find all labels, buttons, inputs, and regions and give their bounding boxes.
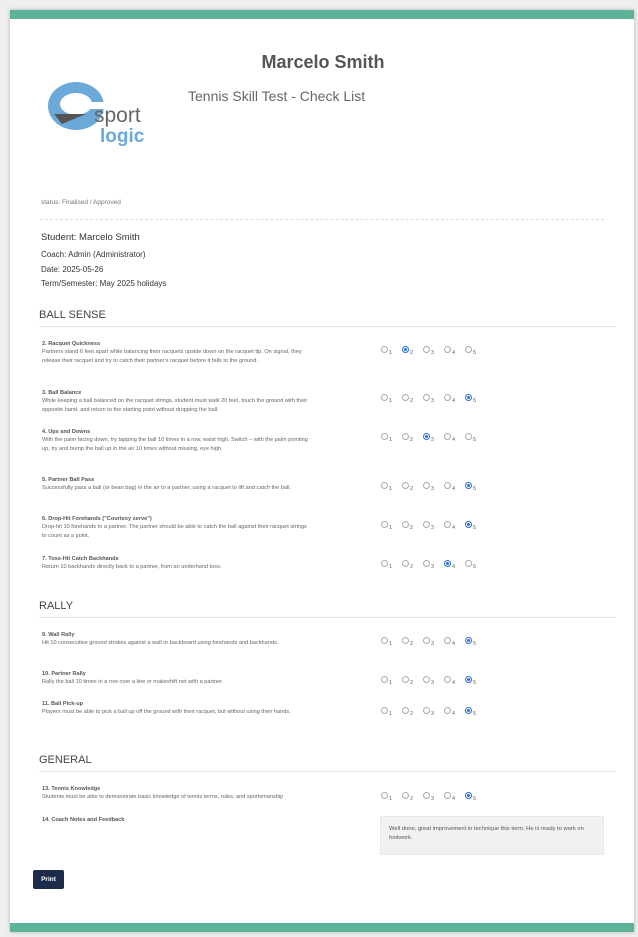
rating-option[interactable] (402, 792, 423, 802)
rating-option[interactable] (402, 433, 423, 443)
rating-label: 1 (389, 711, 393, 717)
notes-title: 14. Coach Notes and Feedback (42, 817, 125, 823)
notes-item (42, 816, 312, 824)
skill-title: 10. Partner Rally (42, 671, 86, 677)
rating-radio[interactable] (465, 521, 472, 528)
rating-option[interactable] (402, 346, 423, 356)
rating-option[interactable] (381, 394, 402, 404)
date-info: Date: 2025-05-26 (41, 265, 104, 274)
rating-label: 5 (473, 437, 477, 443)
rating-radio[interactable] (402, 433, 409, 440)
rating-radio[interactable] (381, 394, 388, 401)
rating-label: 5 (473, 350, 477, 356)
checklist-title: Tennis Skill Test - Check List (188, 88, 366, 104)
report-page (10, 10, 634, 932)
skill-description: Partners stand 6 feet apart while balancing their racquets upside down on the racquet tip. On signal, they release their racquet and try to catch their partner's racquet before it falls to the ground. (42, 349, 302, 364)
rating-label: 2 (410, 486, 414, 492)
esport-logic-logo (40, 74, 172, 154)
rating-radio[interactable] (423, 792, 430, 799)
rating-radio[interactable] (423, 707, 430, 714)
status-text: status: Finalised / Approved (41, 199, 121, 206)
rating-label: 2 (410, 680, 414, 686)
student-name-title: Marcelo Smith (261, 52, 385, 72)
rating-group (381, 430, 486, 443)
rating-option[interactable] (423, 346, 444, 356)
rating-radio[interactable] (381, 707, 388, 714)
rating-radio[interactable] (465, 346, 472, 353)
rating-option[interactable] (423, 792, 444, 802)
rating-radio[interactable] (444, 394, 451, 401)
rating-label: 3 (431, 641, 435, 647)
rating-group (381, 343, 486, 356)
skill-item (42, 340, 312, 366)
rating-radio[interactable] (402, 521, 409, 528)
rating-radio[interactable] (465, 482, 472, 489)
rating-radio[interactable] (423, 433, 430, 440)
rating-label: 1 (389, 796, 393, 802)
rating-option[interactable] (381, 521, 402, 531)
rating-radio[interactable] (465, 792, 472, 799)
rating-option[interactable] (381, 346, 402, 356)
skill-item (42, 476, 312, 493)
rating-option[interactable] (381, 637, 402, 647)
student-info: Student: Marcelo Smith (41, 232, 140, 243)
rating-option[interactable] (402, 637, 423, 647)
rating-option[interactable] (465, 433, 486, 443)
rating-option[interactable] (465, 394, 486, 404)
rating-radio[interactable] (402, 707, 409, 714)
rating-label: 3 (431, 796, 435, 802)
rating-label: 4 (452, 564, 456, 570)
section-title-rally: RALLY (39, 600, 616, 618)
rating-radio[interactable] (423, 394, 430, 401)
skill-title: 6. Drop-Hit Forehands ("Courtesy serve") (42, 516, 152, 522)
rating-radio[interactable] (444, 792, 451, 799)
rating-option[interactable] (444, 707, 465, 717)
rating-option[interactable] (381, 707, 402, 717)
rating-radio[interactable] (423, 521, 430, 528)
rating-option[interactable] (423, 637, 444, 647)
rating-label: 2 (410, 711, 414, 717)
rating-option[interactable] (423, 482, 444, 492)
rating-option[interactable] (465, 560, 486, 570)
rating-radio[interactable] (423, 482, 430, 489)
rating-radio[interactable] (444, 676, 451, 683)
top-accent-bar (10, 10, 634, 19)
skill-description: Return 10 backhands directly back to a partner, from an underhand toss. (42, 564, 222, 570)
rating-radio[interactable] (423, 637, 430, 644)
section-title-general: GENERAL (39, 754, 616, 772)
rating-label: 5 (473, 525, 477, 531)
rating-option[interactable] (444, 346, 465, 356)
rating-radio[interactable] (465, 433, 472, 440)
rating-label: 4 (452, 796, 456, 802)
rating-label: 3 (431, 350, 435, 356)
rating-option[interactable] (465, 637, 486, 647)
rating-label: 5 (473, 486, 477, 492)
rating-option[interactable] (423, 521, 444, 531)
rating-label: 3 (431, 486, 435, 492)
rating-label: 1 (389, 564, 393, 570)
skill-item (42, 555, 312, 572)
rating-group (381, 789, 486, 802)
rating-label: 4 (452, 525, 456, 531)
rating-option[interactable] (444, 792, 465, 802)
rating-label: 2 (410, 796, 414, 802)
skill-description: Students must be able to demonstrate basic knowledge of tennis terms, rules, and sportsmanship (42, 794, 284, 800)
divider (40, 219, 604, 220)
rating-label: 2 (410, 437, 414, 443)
term-info: Term/Semester: May 2025 holidays (41, 279, 167, 288)
rating-radio[interactable] (465, 394, 472, 401)
print-button[interactable]: Print (33, 870, 64, 889)
rating-option[interactable] (402, 676, 423, 686)
rating-label: 4 (452, 641, 456, 647)
rating-option[interactable] (381, 676, 402, 686)
rating-label: 5 (473, 796, 477, 802)
rating-label: 2 (410, 564, 414, 570)
rating-radio[interactable] (465, 637, 472, 644)
rating-label: 3 (431, 437, 435, 443)
rating-radio[interactable] (381, 521, 388, 528)
skill-title: 3. Ball Balance (42, 390, 82, 396)
bottom-accent-bar (10, 923, 634, 932)
rating-option[interactable] (381, 792, 402, 802)
rating-label: 5 (473, 680, 477, 686)
rating-option[interactable] (423, 676, 444, 686)
rating-radio[interactable] (444, 482, 451, 489)
skill-title: 9. Wall Rally (42, 632, 75, 638)
skill-title: 5. Partner Ball Pass (42, 477, 95, 483)
rating-radio[interactable] (402, 482, 409, 489)
rating-radio[interactable] (381, 482, 388, 489)
rating-option[interactable] (465, 792, 486, 802)
skill-description: With the palm facing down, try tapping the ball 10 times in a row, waist high. Switch – with the palm pointing up, try and bump the ball up in the air 10 times without missing, eye high. (42, 437, 308, 452)
skill-title: 13. Tennis Knowledge (42, 786, 101, 792)
rating-label: 4 (452, 398, 456, 404)
rating-label: 1 (389, 486, 393, 492)
rating-radio[interactable] (402, 637, 409, 644)
rating-label: 1 (389, 350, 393, 356)
rating-label: 5 (473, 564, 477, 570)
skill-title: 2. Racquet Quickness (42, 341, 101, 347)
rating-radio[interactable] (381, 346, 388, 353)
rating-option[interactable] (444, 521, 465, 531)
rating-radio[interactable] (402, 560, 409, 567)
rating-label: 2 (410, 398, 414, 404)
rating-option[interactable] (381, 433, 402, 443)
rating-radio[interactable] (444, 433, 451, 440)
skill-item (42, 389, 312, 415)
rating-option[interactable] (444, 482, 465, 492)
logo-text-sport: sport (94, 104, 141, 127)
rating-option[interactable] (381, 482, 402, 492)
rating-label: 3 (431, 564, 435, 570)
rating-group (381, 673, 486, 686)
rating-option[interactable] (465, 521, 486, 531)
rating-option[interactable] (423, 394, 444, 404)
rating-label: 4 (452, 711, 456, 717)
rating-label: 1 (389, 641, 393, 647)
skill-description: Successfully pass a ball (or bean bag) in the air to a partner, using a racquet to lift and catch the ball. (42, 485, 292, 491)
rating-label: 2 (410, 525, 414, 531)
rating-option[interactable] (444, 637, 465, 647)
rating-radio[interactable] (402, 394, 409, 401)
rating-label: 5 (473, 641, 477, 647)
rating-option[interactable] (402, 560, 423, 570)
rating-radio[interactable] (444, 707, 451, 714)
rating-radio[interactable] (402, 676, 409, 683)
rating-label: 5 (473, 398, 477, 404)
rating-option[interactable] (465, 346, 486, 356)
coach-info: Coach: Admin (Administrator) (41, 250, 146, 259)
rating-group (381, 634, 486, 647)
rating-radio[interactable] (402, 346, 409, 353)
rating-radio[interactable] (444, 560, 451, 567)
rating-label: 5 (473, 711, 477, 717)
rating-label: 2 (410, 350, 414, 356)
rating-group (381, 391, 486, 404)
skill-description: While keeping a ball balanced on the racquet strings, student must walk 20 feet, touch the ground with their opposite hand, and return to the starting point without dropping the ball. (42, 398, 308, 413)
rating-label: 1 (389, 398, 393, 404)
skill-title: 11. Ball Pick-up (42, 701, 84, 707)
rating-radio[interactable] (381, 433, 388, 440)
rating-radio[interactable] (423, 346, 430, 353)
rating-radio[interactable] (465, 560, 472, 567)
rating-label: 1 (389, 437, 393, 443)
rating-label: 4 (452, 437, 456, 443)
rating-radio[interactable] (381, 792, 388, 799)
rating-label: 3 (431, 711, 435, 717)
rating-radio[interactable] (423, 560, 430, 567)
rating-option[interactable] (402, 521, 423, 531)
skill-item (42, 700, 312, 717)
rating-group (381, 704, 486, 717)
rating-label: 3 (431, 525, 435, 531)
rating-option[interactable] (402, 482, 423, 492)
rating-option[interactable] (423, 433, 444, 443)
rating-option[interactable] (444, 433, 465, 443)
skill-item (42, 670, 312, 687)
section-title-ball-sense: BALL SENSE (39, 309, 616, 327)
rating-option[interactable] (465, 707, 486, 717)
rating-option[interactable] (444, 560, 465, 570)
rating-option[interactable] (465, 482, 486, 492)
rating-radio[interactable] (381, 676, 388, 683)
rating-radio[interactable] (444, 346, 451, 353)
rating-radio[interactable] (444, 521, 451, 528)
rating-radio[interactable] (465, 707, 472, 714)
rating-option[interactable] (402, 707, 423, 717)
rating-radio[interactable] (381, 637, 388, 644)
rating-option[interactable] (381, 560, 402, 570)
rating-option[interactable] (402, 394, 423, 404)
rating-label: 4 (452, 680, 456, 686)
skill-title: 7. Toss-Hit Catch Backhands (42, 556, 119, 562)
rating-group (381, 557, 486, 570)
rating-radio[interactable] (381, 560, 388, 567)
rating-option[interactable] (423, 707, 444, 717)
rating-option[interactable] (423, 560, 444, 570)
rating-label: 3 (431, 398, 435, 404)
rating-group (381, 518, 486, 531)
skill-description: Players must be able to pick a ball up off the ground with their racquet, but without using their hands. (42, 709, 291, 715)
rating-label: 1 (389, 680, 393, 686)
rating-label: 3 (431, 680, 435, 686)
rating-radio[interactable] (402, 792, 409, 799)
skill-description: Hit 10 consecutive ground strokes against a wall or backboard using forehands and backhands. (42, 640, 279, 646)
rating-label: 2 (410, 641, 414, 647)
skill-item (42, 428, 312, 454)
skill-title: 4. Ups and Downs (42, 429, 91, 435)
rating-radio[interactable] (465, 676, 472, 683)
rating-option[interactable] (444, 676, 465, 686)
rating-label: 1 (389, 525, 393, 531)
skill-item (42, 785, 312, 802)
skill-description: Drop-hit 10 forehands to a partner. The partner should be able to catch the ball against their racquet strings to count as a point. (42, 524, 307, 539)
skill-item (42, 515, 312, 541)
rating-option[interactable] (465, 676, 486, 686)
rating-label: 4 (452, 350, 456, 356)
rating-radio[interactable] (423, 676, 430, 683)
rating-label: 4 (452, 486, 456, 492)
skill-description: Rally the ball 10 times in a row over a line or makeshift net with a partner. (42, 679, 224, 685)
skill-item (42, 631, 312, 648)
coach-notes-textarea[interactable]: Well done, great improvement in technique this term. He is ready to work on footwork. (380, 816, 604, 855)
rating-option[interactable] (444, 394, 465, 404)
rating-radio[interactable] (444, 637, 451, 644)
rating-group (381, 479, 486, 492)
logo-text-logic: logic (100, 126, 145, 147)
